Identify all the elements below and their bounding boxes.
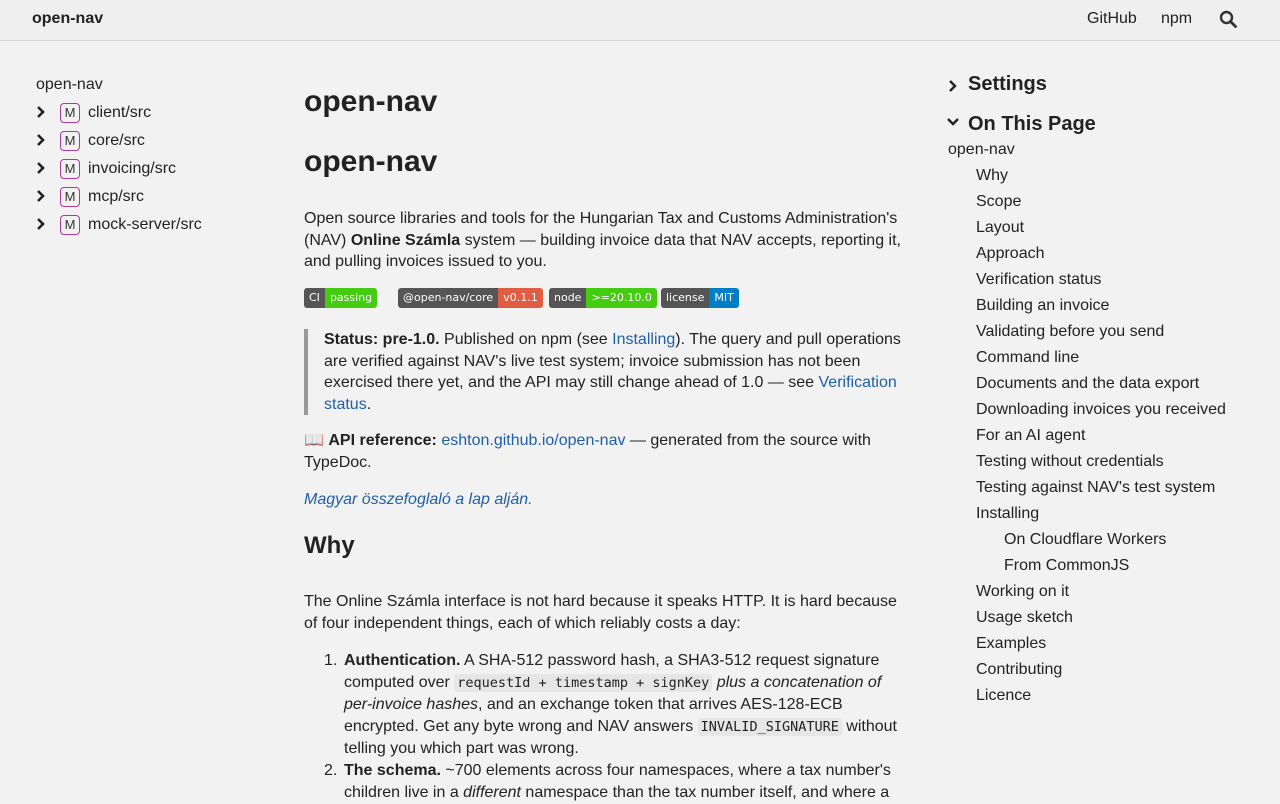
chevron-right-icon[interactable] <box>34 189 48 203</box>
sidebar-item-label[interactable]: invoicing/src <box>88 160 177 177</box>
api-reference-paragraph: 📖 API reference: eshton.github.io/open-nav — generated from the source with TypeDoc. <box>304 432 871 471</box>
sidebar-root-link[interactable]: open-nav <box>36 76 103 93</box>
module-icon: M <box>60 103 80 123</box>
verification-status-link[interactable]: Verification status <box>324 374 897 413</box>
top-header <box>0 0 1280 41</box>
sidebar-item[interactable] <box>32 101 252 125</box>
sidebar-item-label[interactable]: mock-server/src <box>88 216 202 233</box>
sidebar-item[interactable] <box>32 213 252 237</box>
sidebar-item[interactable] <box>32 129 252 153</box>
toc-item[interactable]: Testing without credentials <box>976 453 1164 470</box>
github-link[interactable]: GitHub <box>1087 10 1137 27</box>
npm-link[interactable]: npm <box>1161 10 1193 27</box>
sidebar-item[interactable] <box>32 185 252 209</box>
status-badge[interactable]: @open-nav/core v0.1.1 <box>398 288 543 308</box>
module-icon: M <box>60 159 80 179</box>
toc-item[interactable]: Documents and the data export <box>976 375 1200 392</box>
toc-item[interactable]: Verification status <box>976 271 1102 288</box>
module-icon: M <box>60 131 80 151</box>
module-icon: M <box>60 187 80 207</box>
api-reference-link[interactable]: eshton.github.io/open-nav <box>441 432 626 449</box>
toc-panel: Settings On This Page open-nav Why Scope Layout Approach Verification status Building an invoice Validating before you send Command line Documents and the data export Downloading invoices you received For an AI agent Testing without credentials Testing against NAV's test system Installing On Cloudflare Workers From CommonJS Working on it Usage sketch Examples Contributing Licence <box>948 73 1226 704</box>
toc-item[interactable]: Scope <box>976 193 1022 210</box>
sidebar-item-label[interactable]: core/src <box>88 132 145 149</box>
toc-item[interactable]: For an AI agent <box>976 427 1086 444</box>
toc-item[interactable]: From CommonJS <box>1004 557 1130 574</box>
chevron-right-icon[interactable] <box>34 133 48 147</box>
chevron-down-icon <box>946 115 960 129</box>
toc-item[interactable]: Downloading invoices you received <box>976 401 1226 418</box>
status-blockquote: Status: pre-1.0. Published on npm (see Installing). The query and pull operations are verified against NAV's live test system; invoice submission has not been exercised there yet, and the API may still change ahead of 1.0 — see Verification status. <box>304 329 904 415</box>
toc-item[interactable]: Working on it <box>976 583 1070 600</box>
readme-title: open-nav <box>304 145 438 178</box>
toc-item[interactable]: Command line <box>976 349 1080 366</box>
toc-item[interactable]: Building an invoice <box>976 297 1110 314</box>
toc-item[interactable]: On Cloudflare Workers <box>1004 531 1167 548</box>
toc-item[interactable]: Usage sketch <box>976 609 1073 626</box>
toc-item[interactable]: Why <box>976 167 1008 184</box>
why-heading: Why <box>304 532 355 559</box>
toc-root-link[interactable]: open-nav <box>948 141 1015 158</box>
magyar-paragraph <box>304 489 904 511</box>
brand-link[interactable]: open-nav <box>32 10 104 27</box>
module-icon: M <box>60 215 80 235</box>
sidebar-item[interactable] <box>32 157 252 181</box>
status-badge[interactable]: CI passing <box>304 288 377 308</box>
installing-link[interactable]: Installing <box>612 331 676 348</box>
status-badge[interactable]: license MIT <box>661 288 739 308</box>
chevron-right-icon[interactable] <box>34 161 48 175</box>
toc-item[interactable]: Approach <box>976 245 1045 262</box>
toc-item[interactable]: Examples <box>976 635 1047 652</box>
toc-item[interactable]: Testing against NAV's test system <box>976 479 1216 496</box>
main-content: open-nav open-nav Open source libraries and tools for the Hungarian Tax and Customs Administration's (NAV) Online Számla system — building invoice data that NAV accepts, reporting it, and pulling invoices issued to you. CI passing @open-nav/core v0.1.1 node >=20.10.0 license MIT Status: pre-1.0. Published on npm (see Installing). The query and pull operations are verified against NAV's live test system; invoice submission has not been exercised there yet, and the API may still change ahead of 1.0 — see Verification status. 📖 API reference: eshton.github.io/open-nav — generated from the source with TypeDoc. Magyar összefoglaló a lap alján. Why The Online Számla interface is not hard because it speaks HTTP. It is hard because of four independent things, each of which reliably costs a day: 1. Authentication. A SHA-512 password hash, a SHA3-512 request signature computed over requestId + timestamp + signKey plus a concatenation of per-invoice hashes, and an exchange token that arrives AES-128-ECB encrypted. Get any byte wrong and NAV answers INVALID_SIGNATURE without telling you which part was wrong. 2. The schema. ~700 elements across four namespaces, where a tax number's children live in a different namespace than the tax number itself, and where a <box>304 41 904 800</box>
toc-item[interactable]: Validating before you send <box>976 323 1165 340</box>
status-badge[interactable]: node >=20.10.0 <box>549 288 657 308</box>
why-paragraph: The Online Számla interface is not hard because it speaks HTTP. It is hard because of four independent things, each of which reliably costs a day: <box>304 593 897 632</box>
toc-item[interactable]: Layout <box>976 219 1025 236</box>
search-icon[interactable] <box>1219 10 1239 30</box>
toc-item[interactable]: Licence <box>976 687 1032 704</box>
page-title: open-nav <box>304 85 438 118</box>
book-icon: 📖 <box>304 432 324 449</box>
chevron-right-icon <box>946 79 960 93</box>
sidebar-nav <box>0 41 270 800</box>
sidebar-item-label[interactable]: client/src <box>88 104 152 121</box>
chevron-right-icon[interactable] <box>34 217 48 231</box>
toc-item[interactable]: Contributing <box>976 661 1063 678</box>
sidebar-item-label[interactable]: mcp/src <box>88 188 144 205</box>
magyar-summary-link[interactable]: Magyar összefoglaló a lap alján. <box>304 491 533 508</box>
chevron-right-icon[interactable] <box>34 105 48 119</box>
intro-paragraph: Open source libraries and tools for the Hungarian Tax and Customs Administration's (NAV) Online Számla system — building invoice data that NAV accepts, reporting it, and pulling invoices issued to you. <box>304 210 901 270</box>
toc-item[interactable]: Installing <box>976 505 1040 522</box>
